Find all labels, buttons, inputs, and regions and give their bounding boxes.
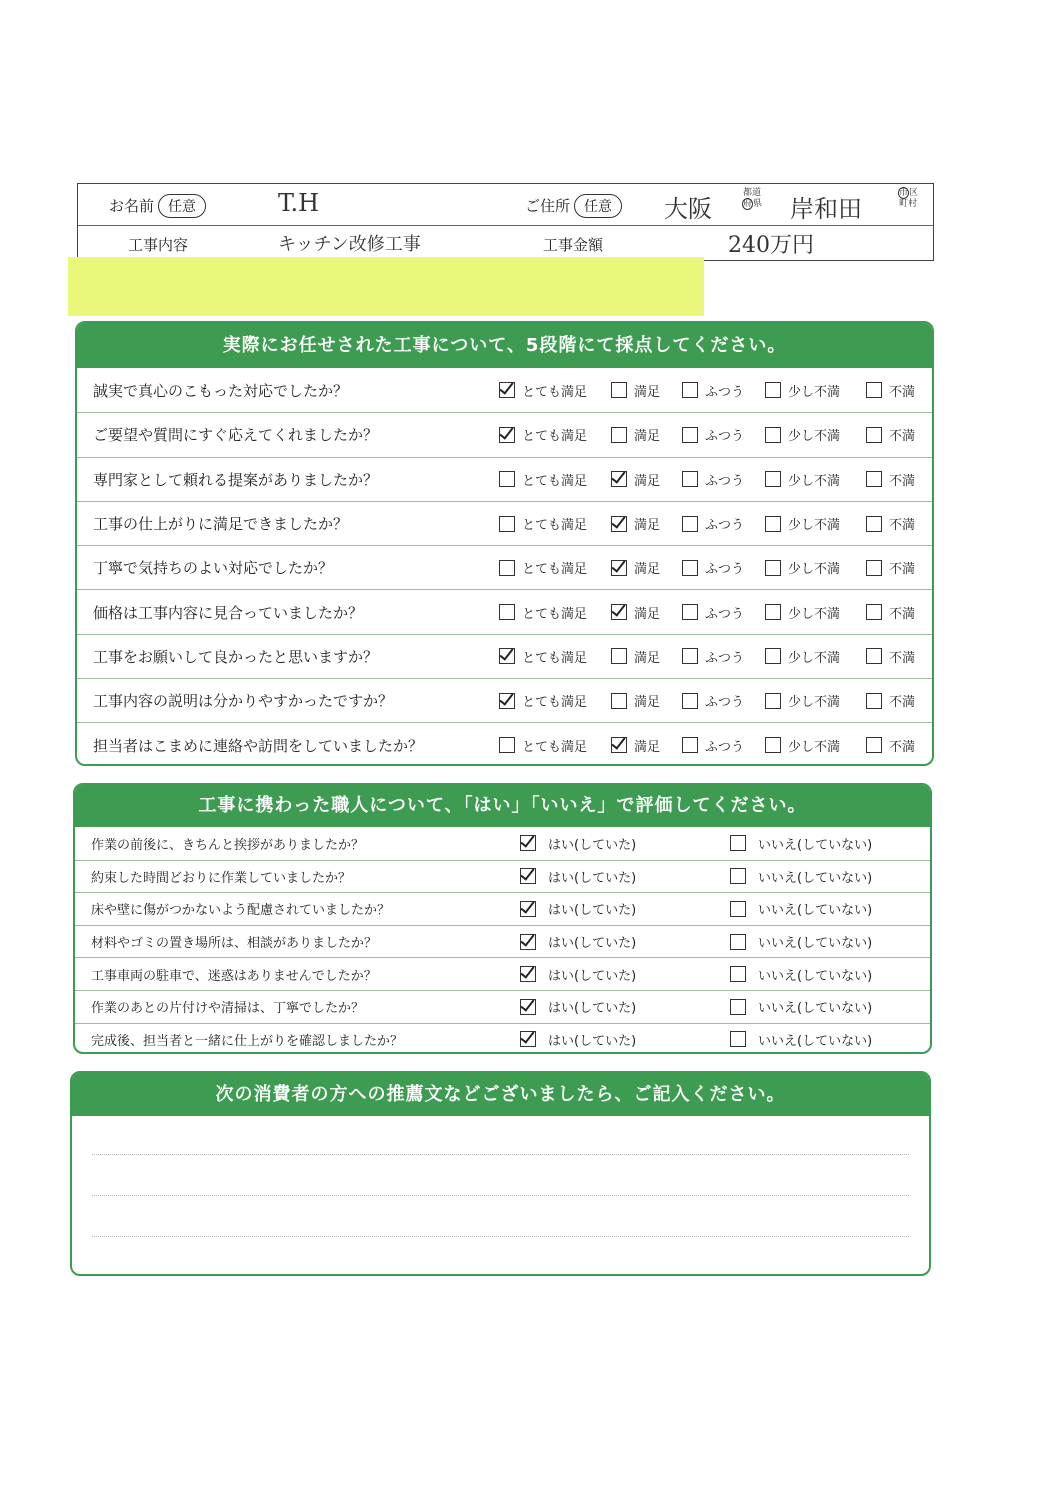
option-dissatisfied[interactable] <box>866 458 915 501</box>
option-no[interactable] <box>730 861 872 893</box>
option-label: いいえ(していない) <box>758 968 873 984</box>
work-value: キッチン改修工事 <box>278 234 421 255</box>
option-very-satisfied[interactable] <box>499 502 587 545</box>
rating-row <box>77 545 932 589</box>
option-label: はい(していた) <box>548 968 637 984</box>
checkbox-icon[interactable] <box>765 427 781 443</box>
rating-question: 工事内容の説明は分かりやすかったですか？ <box>93 692 394 711</box>
checkbox-checked-icon[interactable] <box>611 516 627 532</box>
option-label: いいえ(していない) <box>758 870 873 886</box>
checkbox-icon[interactable] <box>866 516 882 532</box>
option-label: とても満足 <box>522 562 588 578</box>
option-satisfied[interactable] <box>611 679 660 722</box>
redaction-highlight <box>68 257 704 316</box>
option-yes[interactable] <box>520 893 636 925</box>
option-label: ふつう <box>705 384 745 400</box>
checkbox-icon[interactable] <box>765 604 781 620</box>
checkbox-checked-icon[interactable] <box>611 737 627 753</box>
checkbox-icon[interactable] <box>730 934 746 950</box>
checkbox-checked-icon[interactable] <box>520 999 536 1015</box>
option-neutral[interactable] <box>682 590 744 633</box>
option-slightly-dissatisfied[interactable] <box>765 458 840 501</box>
checkbox-icon[interactable] <box>765 648 781 664</box>
option-satisfied[interactable] <box>611 546 660 589</box>
craftsmen-row <box>75 957 930 990</box>
checkbox-icon[interactable] <box>730 999 746 1015</box>
rating-row <box>77 589 932 633</box>
checkbox-checked-icon[interactable] <box>520 934 536 950</box>
checkbox-checked-icon[interactable] <box>520 868 536 884</box>
craftsmen-rows <box>75 827 930 1054</box>
checkbox-icon[interactable] <box>765 560 781 576</box>
checkbox-icon[interactable] <box>611 427 627 443</box>
rating-row <box>77 634 932 678</box>
rating-question: ご要望や質問にすぐ応えてくれましたか？ <box>93 426 379 445</box>
option-slightly-dissatisfied[interactable] <box>765 368 840 412</box>
craftsmen-row <box>75 892 930 925</box>
option-label: 不満 <box>889 739 916 755</box>
prefecture-suffixes: 都道 府県 <box>742 188 763 209</box>
option-slightly-dissatisfied[interactable] <box>765 590 840 633</box>
craftsmen-question: 約束した時間どおりに作業していましたか？ <box>91 870 352 886</box>
option-label: 少し不満 <box>788 562 841 578</box>
option-label: いいえ(していない) <box>758 1001 873 1017</box>
checkbox-icon[interactable] <box>611 693 627 709</box>
craftsmen-question: 作業のあとの片付けや清掃は、丁寧でしたか？ <box>91 1001 365 1017</box>
city-suffixes: 市区 町村 <box>898 188 919 209</box>
option-label: 不満 <box>889 518 916 534</box>
option-label: 少し不満 <box>788 384 841 400</box>
rating-question: 工事の仕上がりに満足できましたか？ <box>93 515 349 534</box>
craftsmen-question: 材料やゴミの置き場所は、相談がありましたか？ <box>91 936 378 952</box>
option-label: 少し不満 <box>788 518 841 534</box>
option-label: はい(していた) <box>548 837 637 853</box>
checkbox-icon[interactable] <box>499 471 515 487</box>
option-label: 少し不満 <box>788 473 841 489</box>
rating-row <box>77 678 932 722</box>
option-satisfied[interactable] <box>611 458 660 501</box>
option-label: とても満足 <box>522 695 588 711</box>
customer-info-box <box>77 183 934 261</box>
checkbox-checked-icon[interactable] <box>499 382 515 398</box>
checkbox-checked-icon[interactable] <box>499 427 515 443</box>
craftsmen-row <box>75 1023 930 1054</box>
option-satisfied[interactable] <box>611 590 660 633</box>
option-dissatisfied[interactable] <box>866 723 915 766</box>
rating-question: 担当者はこまめに連絡や訪問をしていましたか？ <box>93 736 424 755</box>
option-label: ふつう <box>705 650 745 666</box>
option-neutral[interactable] <box>682 458 744 501</box>
option-slightly-dissatisfied[interactable] <box>765 723 840 766</box>
option-no[interactable] <box>730 958 872 990</box>
option-label: 満足 <box>634 429 661 445</box>
checkbox-icon[interactable] <box>682 560 698 576</box>
option-very-satisfied[interactable] <box>499 590 587 633</box>
option-label: とても満足 <box>522 384 588 400</box>
craftsmen-row <box>75 925 930 958</box>
craftsmen-section <box>73 783 932 1054</box>
option-label: 不満 <box>889 606 916 622</box>
checkbox-icon[interactable] <box>730 901 746 917</box>
option-slightly-dissatisfied[interactable] <box>765 679 840 722</box>
option-slightly-dissatisfied[interactable] <box>765 546 840 589</box>
recommend-title: 次の消費者の方への推薦文などございましたら、ご記入ください。 <box>72 1073 929 1116</box>
rating-section <box>75 321 934 766</box>
option-dissatisfied[interactable] <box>866 546 915 589</box>
option-satisfied[interactable] <box>611 368 660 412</box>
craftsmen-row <box>75 827 930 860</box>
checkbox-icon[interactable] <box>730 1031 746 1047</box>
rating-question: 丁寧で気持ちのよい対応でしたか？ <box>93 559 334 578</box>
amount-label: 工事金額 <box>543 236 604 254</box>
option-neutral[interactable] <box>682 679 744 722</box>
option-no[interactable] <box>730 926 872 958</box>
option-neutral[interactable] <box>682 368 744 412</box>
checkbox-checked-icon[interactable] <box>611 560 627 576</box>
craftsmen-question: 完成後、担当者と一緒に仕上がりを確認しましたか？ <box>91 1033 404 1049</box>
rating-question: 誠実で真心のこもった対応でしたか？ <box>93 381 349 400</box>
checkbox-icon[interactable] <box>765 737 781 753</box>
option-label: 少し不満 <box>788 650 841 666</box>
option-neutral[interactable] <box>682 723 744 766</box>
option-no[interactable] <box>730 893 872 925</box>
option-label: ふつう <box>705 473 745 489</box>
checkbox-icon[interactable] <box>866 693 882 709</box>
option-label: 満足 <box>634 695 661 711</box>
checkbox-icon[interactable] <box>730 868 746 884</box>
checkbox-icon[interactable] <box>682 648 698 664</box>
option-label: はい(していた) <box>548 870 637 886</box>
craftsmen-question: 工事車両の駐車で、迷惑はありませんでしたか？ <box>91 968 377 984</box>
option-label: 不満 <box>889 429 916 445</box>
option-label: とても満足 <box>522 650 588 666</box>
rating-row <box>77 368 932 412</box>
option-neutral[interactable] <box>682 413 744 456</box>
checkbox-icon[interactable] <box>866 471 882 487</box>
option-label: 満足 <box>634 650 661 666</box>
option-label: 満足 <box>634 384 661 400</box>
option-very-satisfied[interactable] <box>499 368 587 412</box>
option-no[interactable] <box>730 991 872 1023</box>
option-label: 満足 <box>634 739 661 755</box>
rating-rows <box>77 368 932 766</box>
rating-row <box>77 501 932 545</box>
checkbox-icon[interactable] <box>499 516 515 532</box>
address-city: 岸和田 <box>790 195 862 223</box>
craftsmen-question: 作業の前後に、きちんと挨拶がありましたか？ <box>91 837 365 853</box>
craftsmen-question: 床や壁に傷がつかないよう配慮されていましたか？ <box>91 903 391 919</box>
option-dissatisfied[interactable] <box>866 368 915 412</box>
checkbox-icon[interactable] <box>682 427 698 443</box>
option-label: ふつう <box>705 695 745 711</box>
checkbox-icon[interactable] <box>499 560 515 576</box>
rating-title: 実際にお任せされた工事について、5段階にて採点してください。 <box>77 323 932 368</box>
option-very-satisfied[interactable] <box>499 546 587 589</box>
option-neutral[interactable] <box>682 502 744 545</box>
option-yes[interactable] <box>520 926 636 958</box>
checkbox-icon[interactable] <box>611 382 627 398</box>
optional-badge: 任意 <box>574 194 622 218</box>
option-label: はい(していた) <box>548 936 637 952</box>
option-satisfied[interactable] <box>611 635 660 678</box>
checkbox-icon[interactable] <box>730 966 746 982</box>
option-label: 不満 <box>889 562 916 578</box>
checkbox-icon[interactable] <box>765 382 781 398</box>
option-dissatisfied[interactable] <box>866 679 915 722</box>
recommend-section <box>70 1071 931 1276</box>
option-label: いいえ(していない) <box>758 903 873 919</box>
checkbox-icon[interactable] <box>866 382 882 398</box>
option-slightly-dissatisfied[interactable] <box>765 413 840 456</box>
checkbox-icon[interactable] <box>765 516 781 532</box>
address-label: ご住所 <box>525 197 571 215</box>
option-label: ふつう <box>705 606 745 622</box>
option-label: とても満足 <box>522 429 588 445</box>
checkbox-icon[interactable] <box>682 737 698 753</box>
rating-row <box>77 412 932 456</box>
option-yes[interactable] <box>520 827 636 860</box>
option-label: 満足 <box>634 606 661 622</box>
option-no[interactable] <box>730 827 872 860</box>
checkbox-icon[interactable] <box>866 737 882 753</box>
option-slightly-dissatisfied[interactable] <box>765 502 840 545</box>
option-label: 少し不満 <box>788 606 841 622</box>
option-satisfied[interactable] <box>611 502 660 545</box>
option-yes[interactable] <box>520 1024 636 1054</box>
option-neutral[interactable] <box>682 546 744 589</box>
option-label: とても満足 <box>522 606 588 622</box>
option-very-satisfied[interactable] <box>499 458 587 501</box>
option-dissatisfied[interactable] <box>866 635 915 678</box>
checkbox-checked-icon[interactable] <box>520 835 536 851</box>
option-label: 不満 <box>889 473 916 489</box>
option-yes[interactable] <box>520 958 636 990</box>
work-label: 工事内容 <box>128 236 189 254</box>
checkbox-checked-icon[interactable] <box>520 1031 536 1047</box>
checkbox-icon[interactable] <box>682 382 698 398</box>
checkbox-icon[interactable] <box>682 471 698 487</box>
checkbox-icon[interactable] <box>765 693 781 709</box>
craftsmen-row <box>75 990 930 1023</box>
checkbox-icon[interactable] <box>682 604 698 620</box>
option-no[interactable] <box>730 1024 872 1054</box>
option-label: 満足 <box>634 518 661 534</box>
checkbox-icon[interactable] <box>499 737 515 753</box>
option-neutral[interactable] <box>682 635 744 678</box>
option-label: 不満 <box>889 384 916 400</box>
checkbox-checked-icon[interactable] <box>520 966 536 982</box>
option-satisfied[interactable] <box>611 723 660 766</box>
craftsmen-title: 工事に携わった職人について、「はい」「いいえ」で評価してください。 <box>75 785 930 827</box>
option-very-satisfied[interactable] <box>499 413 587 456</box>
writing-line <box>92 1154 909 1155</box>
option-slightly-dissatisfied[interactable] <box>765 635 840 678</box>
option-label: ふつう <box>705 739 745 755</box>
checkbox-icon[interactable] <box>682 516 698 532</box>
option-label: いいえ(していない) <box>758 837 873 853</box>
address-label-group <box>525 194 622 218</box>
option-label: 少し不満 <box>788 429 841 445</box>
option-label: はい(していた) <box>548 903 637 919</box>
option-label: とても満足 <box>522 739 588 755</box>
option-label: 少し不満 <box>788 695 841 711</box>
checkbox-icon[interactable] <box>866 560 882 576</box>
option-label: 不満 <box>889 695 916 711</box>
writing-line <box>92 1195 909 1196</box>
name-label-group <box>109 194 206 218</box>
checkbox-checked-icon[interactable] <box>611 471 627 487</box>
checkbox-icon[interactable] <box>866 604 882 620</box>
option-label: 不満 <box>889 650 916 666</box>
option-dissatisfied[interactable] <box>866 413 915 456</box>
option-label: 少し不満 <box>788 739 841 755</box>
option-label: はい(していた) <box>548 1001 637 1017</box>
rating-question: 工事をお願いして良かったと思いますか？ <box>93 647 379 666</box>
checkbox-icon[interactable] <box>499 604 515 620</box>
name-label: お名前 <box>109 197 155 215</box>
checkbox-icon[interactable] <box>866 427 882 443</box>
amount-value: 240万円 <box>728 233 814 258</box>
option-label: 満足 <box>634 562 661 578</box>
option-dissatisfied[interactable] <box>866 590 915 633</box>
checkbox-icon[interactable] <box>611 648 627 664</box>
option-very-satisfied[interactable] <box>499 679 587 722</box>
checkbox-checked-icon[interactable] <box>611 604 627 620</box>
option-label: ふつう <box>705 518 745 534</box>
checkbox-checked-icon[interactable] <box>520 901 536 917</box>
option-label: いいえ(していない) <box>758 936 873 952</box>
option-label: 満足 <box>634 473 661 489</box>
optional-badge: 任意 <box>158 194 206 218</box>
option-satisfied[interactable] <box>611 413 660 456</box>
option-label: とても満足 <box>522 473 588 489</box>
option-label: いいえ(していない) <box>758 1033 873 1049</box>
checkbox-checked-icon[interactable] <box>499 693 515 709</box>
rating-row <box>77 457 932 501</box>
option-label: とても満足 <box>522 518 588 534</box>
option-label: はい(していた) <box>548 1033 637 1049</box>
writing-line <box>92 1236 909 1237</box>
info-divider <box>78 225 933 226</box>
checkbox-checked-icon[interactable] <box>499 648 515 664</box>
option-very-satisfied[interactable] <box>499 635 587 678</box>
option-dissatisfied[interactable] <box>866 502 915 545</box>
option-label: ふつう <box>705 562 745 578</box>
option-yes[interactable] <box>520 991 636 1023</box>
checkbox-icon[interactable] <box>682 693 698 709</box>
checkbox-icon[interactable] <box>866 648 882 664</box>
rating-question: 専門家として頼れる提案がありましたか？ <box>93 470 379 489</box>
craftsmen-row <box>75 860 930 893</box>
rating-row <box>77 722 932 766</box>
checkbox-icon[interactable] <box>765 471 781 487</box>
address-prefecture: 大阪 <box>664 195 712 223</box>
option-yes[interactable] <box>520 861 636 893</box>
option-label: ふつう <box>705 429 745 445</box>
rating-question: 価格は工事内容に見合っていましたか？ <box>93 603 364 622</box>
name-value: T.H <box>278 189 320 217</box>
option-very-satisfied[interactable] <box>499 723 587 766</box>
checkbox-icon[interactable] <box>730 835 746 851</box>
